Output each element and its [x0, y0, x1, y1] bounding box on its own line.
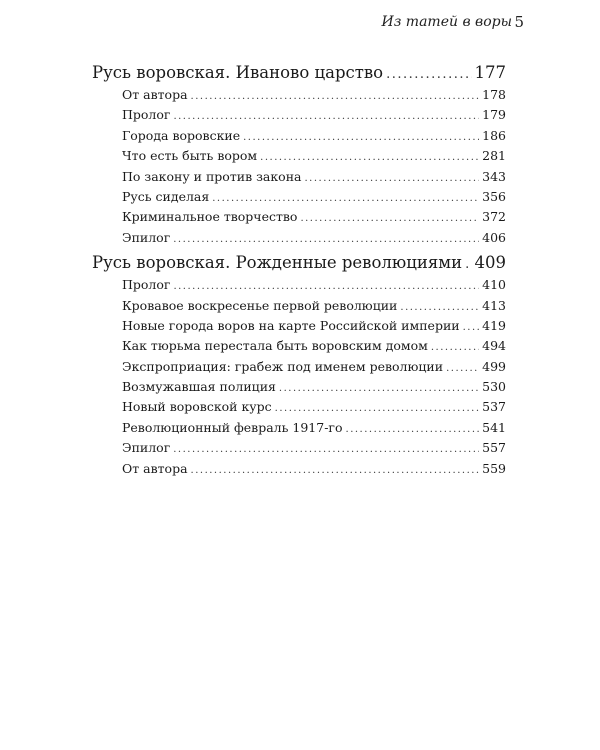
- toc-entry: [92, 296, 506, 316]
- toc-entry-page: 530: [482, 379, 506, 395]
- toc-entry-page: 372: [482, 209, 506, 225]
- toc-entry: [92, 85, 506, 105]
- toc-entry-title: Пролог: [122, 107, 171, 123]
- toc-entry-page: 406: [482, 229, 506, 245]
- toc-leader-dots: [386, 62, 471, 85]
- toc-leader-dots: [173, 107, 479, 125]
- toc-part-page: 177: [474, 63, 506, 82]
- toc-leader-dots: [243, 128, 479, 146]
- toc-entry-page: 557: [482, 440, 506, 456]
- toc-leader-dots: [191, 461, 480, 479]
- toc-entry-title: Возмужавшая полиция: [122, 379, 276, 395]
- toc-leader-dots: [173, 277, 479, 295]
- toc-entry: [92, 105, 506, 125]
- toc-entry: [92, 377, 506, 397]
- toc-entry-page: 413: [482, 297, 506, 313]
- toc-entry: [92, 357, 506, 377]
- toc-leader-dots: [446, 359, 479, 377]
- toc-part-page: 409: [474, 253, 506, 273]
- toc-entry-page: 356: [482, 188, 506, 204]
- toc-entry-page: 186: [482, 127, 506, 143]
- toc-part-title: Русь воровская. Иваново царство: [92, 63, 384, 82]
- toc-leader-dots: [400, 298, 479, 316]
- toc-entry-title: По закону и против закона: [122, 168, 302, 184]
- toc-entry: [92, 126, 506, 146]
- toc-leader-dots: [300, 209, 479, 227]
- toc-leader-dots: [191, 87, 480, 105]
- toc-entry-title: От автора: [122, 87, 188, 102]
- toc-entry-page: 179: [482, 107, 506, 123]
- toc-entry-title: Эпилог: [122, 440, 171, 456]
- toc-entry-page: 343: [482, 168, 506, 184]
- toc-entry: [92, 207, 506, 227]
- toc-entry-title: Города воровские: [122, 127, 241, 143]
- toc-leader-dots: [173, 230, 479, 248]
- toc-entry-page: 537: [482, 399, 506, 415]
- toc-leader-dots: [279, 379, 479, 397]
- toc-entry-title: Как тюрьма перестала быть воровским домом: [122, 338, 428, 354]
- toc-entry: [92, 228, 506, 248]
- toc-part-1: [92, 60, 506, 85]
- toc-entry: [92, 146, 506, 166]
- toc-entry: [92, 316, 506, 336]
- toc-entry-page: 178: [482, 87, 506, 102]
- toc-entry-title: Новый воровской курс: [122, 399, 272, 415]
- toc-entry: [92, 438, 506, 458]
- toc-entry-page: 541: [482, 419, 506, 435]
- toc-leader-dots: [260, 148, 479, 166]
- toc-entry-title: Криминальное творчество: [122, 209, 298, 225]
- table-of-contents: [92, 60, 506, 479]
- page-number: 5: [514, 13, 524, 31]
- toc-entry-page: 499: [482, 358, 506, 374]
- toc-entry-page: 419: [482, 317, 506, 333]
- toc-entry: [92, 275, 506, 295]
- toc-entry: [92, 167, 506, 187]
- toc-entry-title: От автора: [122, 460, 188, 476]
- toc-entry-title: Революционный февраль 1917-го: [122, 419, 343, 435]
- toc-leader-dots: [304, 169, 479, 187]
- toc-entry-title: Пролог: [122, 277, 171, 293]
- toc-entry-title: Эпилог: [122, 229, 171, 245]
- toc-entry: [92, 418, 506, 438]
- toc-entry-page: 559: [482, 460, 506, 476]
- toc-entry-title: Кровавое воскресенье первой революции: [122, 297, 398, 313]
- toc-entry: [92, 397, 506, 417]
- toc-entry-title: Что есть быть вором: [122, 148, 258, 164]
- toc-entry-page: 281: [482, 148, 506, 164]
- toc-part-title: Русь воровская. Рожденные революциями: [92, 253, 463, 273]
- running-head: Из татей в воры: [381, 14, 512, 30]
- toc-leader-dots: [212, 189, 479, 207]
- toc-leader-dots: [173, 440, 479, 458]
- toc-leader-dots: [275, 399, 479, 417]
- toc-entry: [92, 336, 506, 356]
- toc-part-2: [92, 250, 506, 275]
- toc-entry-title: Русь сиделая: [122, 188, 210, 204]
- toc-leader-dots: [463, 318, 480, 336]
- toc-entry-title: Новые города воров на карте Российской империи: [122, 317, 460, 333]
- toc-entry: [92, 459, 506, 479]
- toc-entry: [92, 187, 506, 207]
- toc-entry-page: 410: [482, 277, 506, 293]
- toc-entry-page: 494: [482, 338, 506, 354]
- toc-leader-dots: [465, 252, 471, 275]
- toc-leader-dots: [346, 420, 480, 438]
- toc-leader-dots: [431, 338, 479, 356]
- toc-entry-title: Экспроприация: грабеж под именем революции: [122, 358, 444, 374]
